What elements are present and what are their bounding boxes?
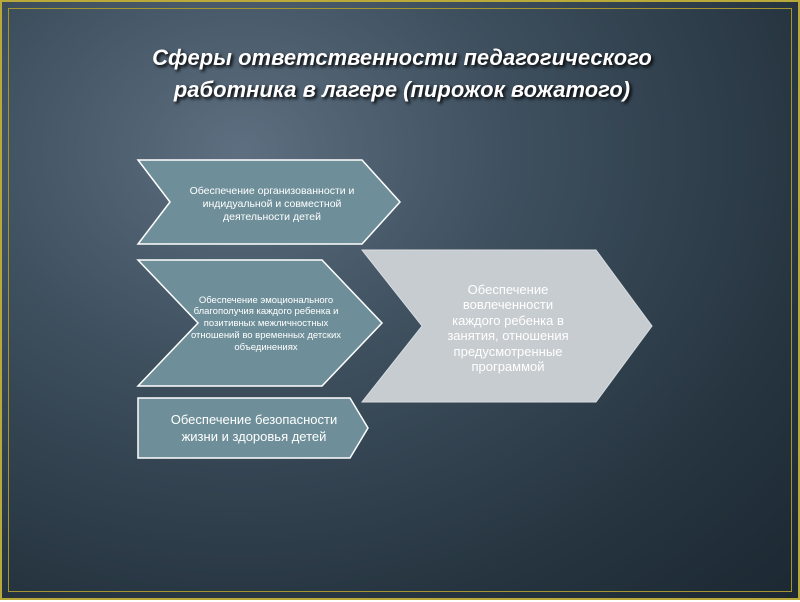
title-line-2: работника в лагере (пирожок вожатого): [173, 77, 631, 102]
label-safety: Обеспечение безопасности жизни и здоровья детей: [170, 412, 338, 444]
title-line-1: Сферы ответственности педагогического: [152, 45, 652, 70]
diagram: [2, 2, 800, 602]
label-involvement: Обеспечение вовлеченности каждого ребенка в занятия, отношения предусмотренные программой: [447, 281, 569, 374]
label-organization: Обеспечение организованности и индидуальной и совместной деятельности детей: [189, 184, 355, 223]
label-emotional: Обеспечение эмоционального благополучия каждого ребенка и позитивных межличностных отношений во временных детских объединениях: [190, 294, 342, 353]
